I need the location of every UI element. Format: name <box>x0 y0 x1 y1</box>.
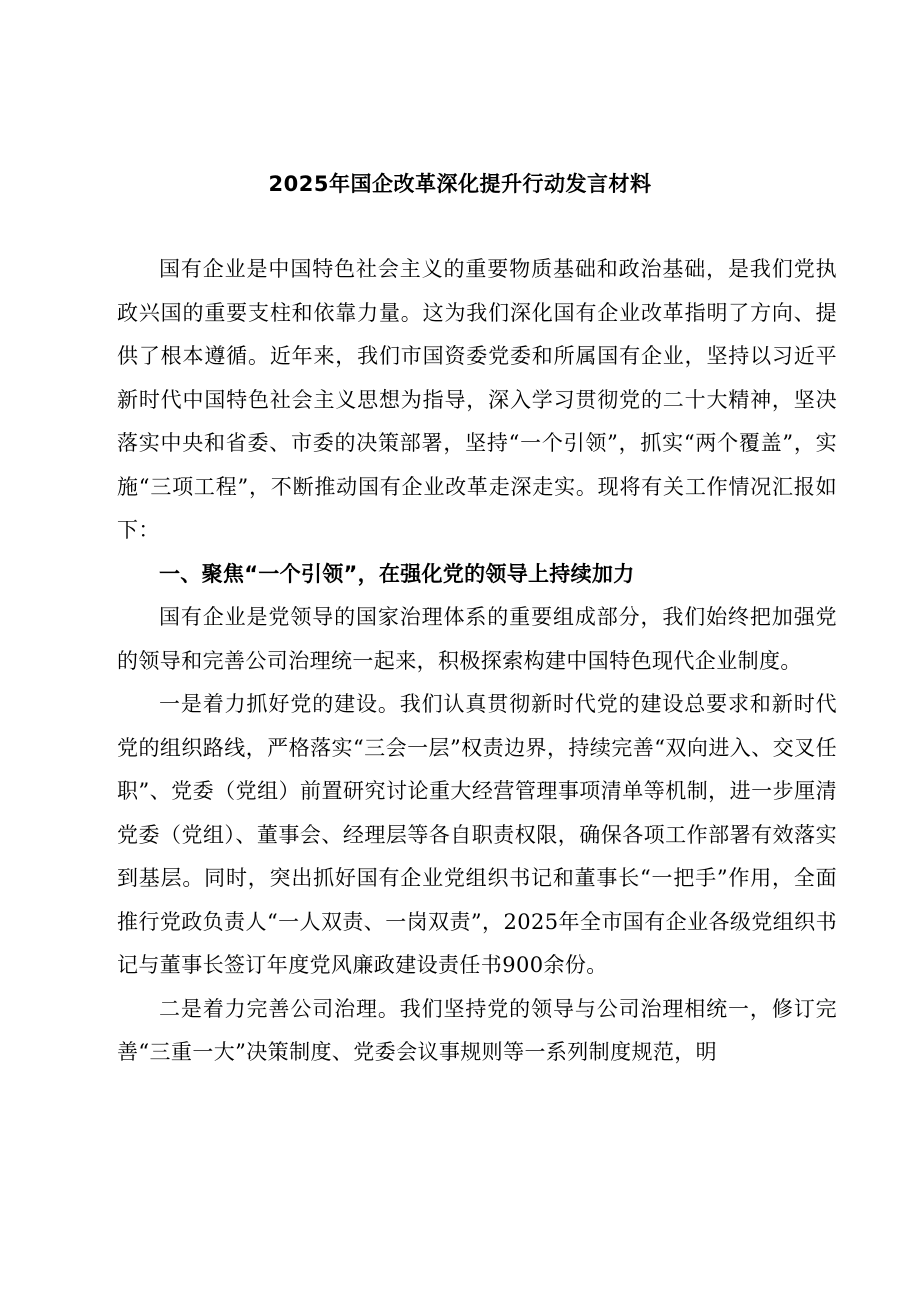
section-1-paragraph-3: 二是着力完善公司治理。我们坚持党的领导与公司治理相统一，修订完善“三重一大”决策制度、党委会议事规则等一系列制度规范，明 <box>117 996 837 1064</box>
document-body <box>117 248 837 1075</box>
document-title: 2025年国企改革深化提升行动发言材料 <box>268 172 652 196</box>
section-1-paragraph-2: 一是着力抓好党的建设。我们认真贯彻新时代党的建设总要求和新时代党的组织路线，严格落实“三会一层”权责边界，持续完善“双向进入、交叉任职”、党委（党组）前置研究讨论重大经营管理事项清单等机制，进一步厘清党委（党组）、董事会、经理层等各自职责权限，确保各项工作部署有效落实到基层。同时，突出抓好国有企业党组织书记和董事长“一把手”作用，全面推行党政负责人“一人双责、一岗双责”，2025年全市国有企业各级党组织书记与董事长签订年度党风廉政建设责任书900余份。 <box>117 692 837 977</box>
intro-paragraph: 国有企业是中国特色社会主义的重要物质基础和政治基础，是我们党执政兴国的重要支柱和依靠力量。这为我们深化国有企业改革指明了方向、提供了根本遵循。近年来，我们市国资委党委和所属国有企业，坚持以习近平新时代中国特色社会主义思想为指导，深入学习贯彻党的二十大精神，坚决落实中央和省委、市委的决策部署，坚持“一个引领”，抓实“两个覆盖”，实施“三项工程”，不断推动国有企业改革走深走实。现将有关工作情况汇报如下： <box>117 257 837 542</box>
section-1-paragraph-1: 国有企业是党领导的国家治理体系的重要组成部分，我们始终把加强党的领导和完善公司治理统一起来，积极探索构建中国特色现代企业制度。 <box>117 605 837 673</box>
section-heading-1: 一、聚焦“一个引领”，在强化党的领导上持续加力 <box>159 561 635 586</box>
